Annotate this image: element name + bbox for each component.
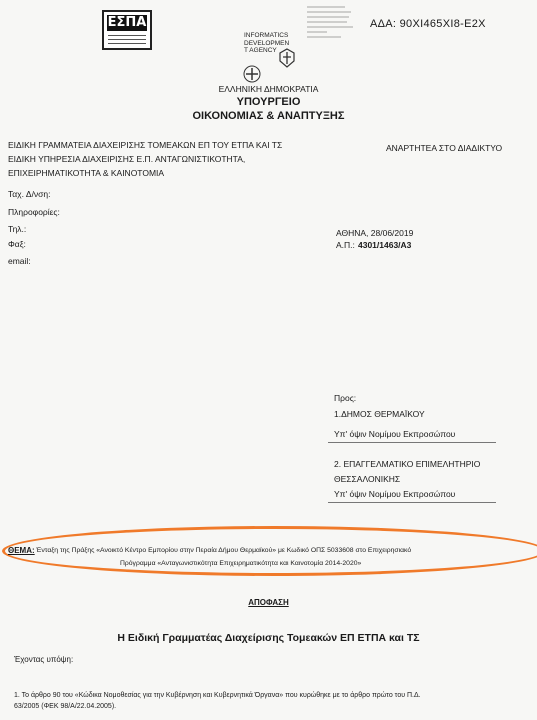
country-name: ΕΛΛΗΝΙΚΗ ΔΗΜΟΚΡΑΤΙΑ (218, 84, 319, 94)
posting-note: ΑΝΑΡΤΗΤΕΑ ΣΤΟ ΔΙΑΔΙΚΤΥΟ (386, 143, 503, 153)
decision-heading: ΑΠΟΦΑΣΗ (248, 598, 289, 607)
recipient-1-name: 1.ΔΗΜΟΣ ΘΕΡΜΑΪΚΟΥ (334, 409, 425, 419)
recipient-1-underline (328, 442, 496, 443)
signer-line-3: T AGENCY (244, 47, 277, 54)
item-1-line-2: 63/2005 (ΦΕΚ 98/Α/22.04.2005). (14, 703, 117, 710)
signer-line-2: DEVELOPMEN (244, 39, 290, 47)
protocol-label: Α.Π.: (336, 240, 355, 250)
signer-line-1: INFORMATICS (244, 32, 289, 39)
ada-code: ΑΔΑ: 90ΧΙ465ΧΙ8-Ε2Χ (370, 18, 486, 30)
recipients-label: Προς: (334, 393, 357, 403)
espa-logo-lines (108, 35, 146, 47)
sender-line-1: ΕΙΔΙΚΗ ΓΡΑΜΜΑΤΕΙΑ ΔΙΑΧΕΙΡΙΣΗΣ ΤΟΜΕΑΚΩΝ ΕΠ ΤΟΥ ΕΤΠΑ ΚΑΙ ΤΣ (8, 140, 283, 150)
field-fax: Φαξ: (8, 239, 26, 249)
sender-line-2: ΕΙΔΙΚΗ ΥΠΗΡΕΣΙΑ ΔΙΑΧΕΙΡΙΣΗΣ Ε.Π. ΑΝΤΑΓΩΝΙΣΤΙΚΟΤΗΤΑ, (8, 154, 246, 164)
signature-details (307, 4, 357, 38)
recipient-1-attn: Υπ' όψιν Νομίμου Εκπροσώπου (334, 429, 456, 439)
recipient-2-name-2: ΘΕΣΣΑΛΟΝΙΚΗΣ (334, 474, 401, 484)
ministry-line-2: ΟΙΚΟΝΟΜΙΑΣ & ΑΝΑΠΤΥΞΗΣ (192, 110, 345, 122)
recipient-2-underline (328, 502, 496, 503)
sender-line-3: ΕΠΙΧΕΙΡΗΜΑΤΙΚΟΤΗΤΑ & ΚΑΙΝΟΤΟΜΙΑ (8, 168, 165, 178)
recipient-2-attn: Υπ' όψιν Νομίμου Εκπροσώπου (334, 489, 456, 499)
protocol-number: 4301/1463/Α3 (358, 240, 412, 250)
field-info: Πληροφορίες: (8, 207, 60, 217)
espa-logo-text: ΕΣΠΑ (107, 15, 147, 30)
espa-logo (102, 10, 152, 50)
signature-seal-icon (278, 48, 296, 68)
greek-emblem-icon (242, 64, 262, 84)
having-regard: Έχοντας υπόψη: (14, 655, 74, 664)
document-date: ΑΘΗΝΑ, 28/06/2019 (336, 228, 414, 238)
authority-heading: Η Ειδική Γραμματέας Διαχείρισης Τομεακών ΕΠ ΕΤΠΑ και ΤΣ (117, 632, 420, 644)
subject-label: ΘΕΜΑ: (8, 546, 35, 555)
subject-line-1: Ένταξη της Πράξης «Ανοικτό Κέντρο Εμπορίου στην Περαία Δήμου Θερμαϊκού» με Κωδικό ΟΠΣ 5033608 στο Επιχειρησιακό (36, 547, 412, 554)
recipient-2-name-1: 2. ΕΠΑΓΓΕΛΜΑΤΙΚΟ ΕΠΙΜΕΛΗΤΗΡΙΟ (334, 459, 481, 469)
ministry-line-1: ΥΠΟΥΡΓΕΙΟ (236, 96, 301, 108)
item-1-line-1: 1. Το άρθρο 90 του «Κώδικα Νομοθεσίας για την Κυβέρνηση και Κυβερνητικά Όργανα» που κυρώθηκε με το άρθρο πρώτο του Π.Δ. (14, 692, 421, 699)
field-phone: Τηλ.: (8, 224, 27, 234)
subject-line-2: Πρόγραμμα «Ανταγωνιστικότητα Επιχειρηματικότητα και Καινοτομία 2014-2020» (120, 560, 362, 567)
field-address: Ταχ. Δ/νση: (8, 189, 51, 199)
field-email: email: (8, 256, 31, 266)
